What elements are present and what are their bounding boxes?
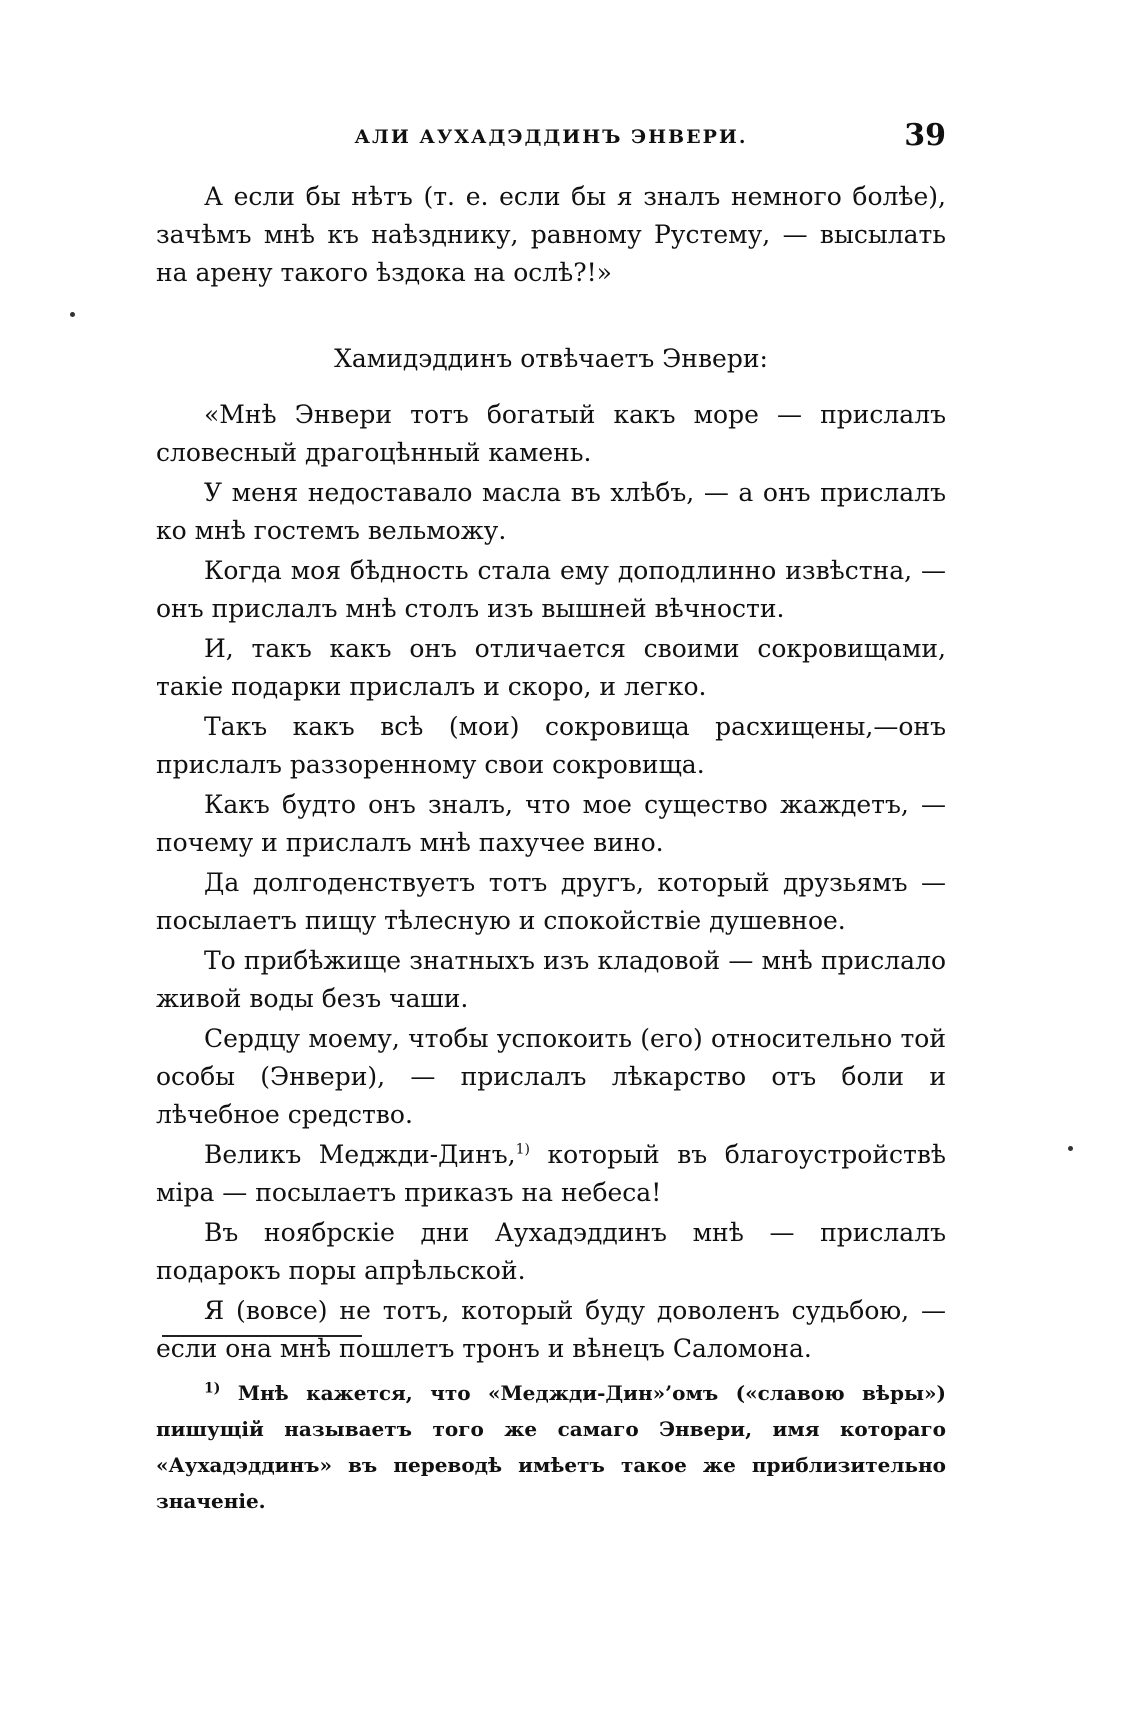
verse-paragraph: Сердцу моему, чтобы успокоить (его) относительно той особы (Энвери), — прислалъ лѣкарство отъ боли и лѣчебное средство. [156,1024,946,1129]
footnote-text: Мнѣ кажется, что «Меджди-Дин»’омъ («славою вѣры») пишущій называетъ того же самаго Энвери, имя котораго «Аухадэддинъ» въ переводѣ имѣетъ такое же приблизительно значеніе. [156,1381,946,1513]
verse-paragraph: У меня недоставало масла въ хлѣбъ, — а онъ прислалъ ко мнѣ гостемъ вельможу. [156,478,946,545]
opening-paragraph: А если бы нѣтъ (т. е. если бы я зналъ немного болѣе), зачѣмъ мнѣ къ наѣзднику, равному Рустему, — высылать на арену такого ѣздока на ослѣ?!» [156,182,946,287]
verse-paragraph: Да долгоденствуетъ тотъ другъ, который друзьямъ — посылаетъ пищу тѣлесную и спокойствіе душевное. [156,868,946,935]
verse-paragraph: Когда моя бѣдность стала ему доподлинно извѣстна, — онъ прислалъ мнѣ столъ изъ вышней вѣчности. [156,556,946,623]
running-head [156,118,946,158]
verse-paragraph: Въ ноябрскіе дни Аухадэддинъ мнѣ — прислалъ подарокъ поры апрѣльской. [156,1218,946,1285]
footnote-marker: 1) [204,1380,221,1397]
print-speck [1068,1146,1073,1151]
footnote [156,1375,946,1519]
verse-text-after-note: который въ благоустройствѣ міра — посылаетъ приказъ на небеса! [156,1140,947,1207]
footnote-divider [162,1335,362,1337]
section-heading: Хамидэддинъ отвѣчаетъ Энвери: [334,344,768,373]
verse-paragraph-with-note [156,1136,946,1212]
verse-paragraph: Какъ будто онъ зналъ, что мое существо жаждетъ, — почему и прислалъ мнѣ пахучее вино. [156,790,946,857]
verse-paragraph: Я (вовсе) не тотъ, который буду доволенъ судьбою, — если она мнѣ пошлетъ тронъ и вѣнецъ Саломона. [156,1296,946,1363]
page-number: 39 [904,118,946,153]
body-text [156,178,946,1370]
verse-text-before-note: Великъ Меджди-Динъ, [204,1140,516,1169]
print-speck [70,312,75,317]
footnote-reference: 1) [515,1141,530,1158]
verse-paragraph: То прибѣжище знатныхъ изъ кладовой — мнѣ прислало живой воды безъ чаши. [156,946,946,1013]
verse-paragraph: И, такъ какъ онъ отличается своими сокровищами, такіе подарки прислалъ и скоро, и легко. [156,634,946,701]
running-title: АЛИ АУХАДЭДДИНЪ ЭНВЕРИ. [354,126,748,148]
verse-paragraph: «Мнѣ Энвери тотъ богатый какъ море — прислалъ словесный драгоцѣнный камень. [156,400,946,467]
verse-paragraph: Такъ какъ всѣ (мои) сокровища расхищены,—онъ прислалъ раззоренному свои сокровища. [156,712,946,779]
